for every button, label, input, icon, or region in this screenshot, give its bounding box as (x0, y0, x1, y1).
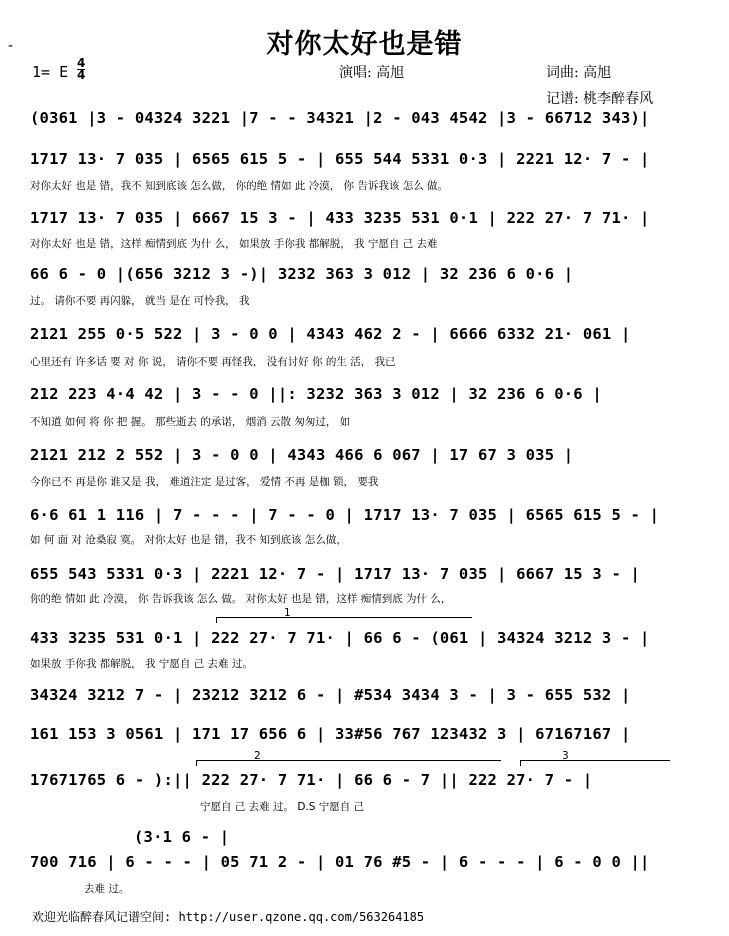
score-system: 34324 3212 7 - | 23212 3212 6 - | #534 3434 3 - | 3 - 655 532 | (30, 686, 631, 704)
lyric-line: 宁愿自 己 去难 过。 D.S 宁愿自 己 (200, 801, 365, 813)
score-system: 700 716 | 6 - - - | 05 71 2 - | 01 76 #5 - | 6 - - - | 6 - 0 0 || (30, 853, 650, 871)
time-signature-top: 4 (77, 56, 86, 70)
score-system: (0361 |3 - 04324 3221 |7 - - 34321 |2 - 043 4542 |3 - 66712 343)| (30, 109, 650, 127)
ossia-line: (3·1 6 - | (134, 828, 230, 846)
lyric-line: 如 何 面 对 沧桑寂 寞。 对你太好 也是 错，我不 知到底该 怎么做， (30, 534, 347, 546)
volta-bracket-end (196, 760, 197, 766)
score-system: 2121 212 2 552 | 3 - 0 0 | 4343 466 6 067 | 17 67 3 035 | (30, 446, 574, 464)
lyric-line: 今你已不 再是你 谁又是 我， 难道注定 是过客， 爱情 不再 是枷 锁， 要我 (30, 476, 379, 488)
lyric-line: 你的绝 情如 此 冷漠， 你 告诉我该 怎么 做。 对你太好 也是 错，这样 痴情到底 为什 么， (30, 593, 452, 605)
key-signature: 1= E (32, 63, 69, 81)
volta-bracket (520, 760, 670, 761)
time-signature-bottom: 4 (77, 68, 86, 82)
volta-bracket-end (216, 617, 217, 623)
lyric-line: 不知道 如何 将 你 把 握。 那些逝去 的承诺， 烟消 云散 匆匆过， 如 (30, 416, 351, 428)
lyric-line: 心里还有 许多话 要 对 你 说， 请你不要 再怪我， 没有讨好 你 的生 活， 我已 (30, 356, 396, 368)
score-system: 1717 13· 7 035 | 6667 15 3 - | 433 3235 531 0·1 | 222 27· 7 71· | (30, 209, 650, 227)
margin-mark: - (8, 38, 14, 54)
score-system: 655 543 5331 0·3 | 2221 12· 7 - | 1717 13· 7 035 | 6667 15 3 - | (30, 565, 641, 583)
volta-label: 2 (254, 750, 261, 762)
transcriber-credit: 记谱: 桃李醉春风 (546, 91, 654, 107)
score-system: 2121 255 0·5 522 | 3 - 0 0 | 4343 462 2 - | 6666 6332 21· 061 | (30, 325, 631, 343)
time-signature (77, 58, 85, 81)
lyric-line: 去难 过。 (84, 883, 130, 895)
score-system: 6·6 61 1 116 | 7 - - - | 7 - - 0 | 1717 13· 7 035 | 6565 615 5 - | (30, 506, 660, 524)
footer-note: 欢迎光临醉春风记谱空间: http://user.qzone.qq.com/563264185 (32, 910, 425, 924)
lyric-line: 如果放 手你我 都解脱， 我 宁愿自 己 去难 过。 (30, 658, 253, 670)
score-system: 212 223 4·4 42 | 3 - - 0 ||: 3232 363 3 012 | 32 236 6 0·6 | (30, 385, 602, 403)
score-system: 433 3235 531 0·1 | 222 27· 7 71· | 66 6 - (061 | 34324 3212 3 - | (30, 629, 650, 647)
singer-credit: 演唱: 高旭 (339, 65, 405, 81)
volta-bracket (196, 760, 501, 761)
composer-credit: 词曲: 高旭 (546, 65, 612, 81)
volta-label: 1 (284, 607, 291, 619)
score-system: 66 6 - 0 |(656 3212 3 -)| 3232 363 3 012 | 32 236 6 0·6 | (30, 265, 574, 283)
score-system: 1717 13· 7 035 | 6565 615 5 - | 655 544 5331 0·3 | 2221 12· 7 - | (30, 150, 650, 168)
page-title: 对你太好也是错 (266, 29, 463, 60)
volta-label: 3 (562, 750, 569, 762)
volta-bracket (216, 617, 472, 618)
lyric-line: 对你太好 也是 错，我不 知到底该 怎么做， 你的绝 情如 此 冷漠， 你 告诉我该 怎么 做。 (30, 180, 449, 192)
lyric-line: 过。 请你不要 再闪躲， 就当 是在 可怜我， 我 (30, 295, 250, 307)
score-system: 161 153 3 0561 | 171 17 656 6 | 33#56 767 123432 3 | 67167167 | (30, 725, 631, 743)
score-system: 17671765 6 - ):|| 222 27· 7 71· | 66 6 - 7 || 222 27· 7 - | (30, 771, 593, 789)
lyric-line: 对你太好 也是 错，这样 痴情到底 为什 么， 如果放 手你我 都解脱， 我 宁愿自 己 去难 (30, 238, 438, 250)
volta-bracket-end (520, 760, 521, 766)
